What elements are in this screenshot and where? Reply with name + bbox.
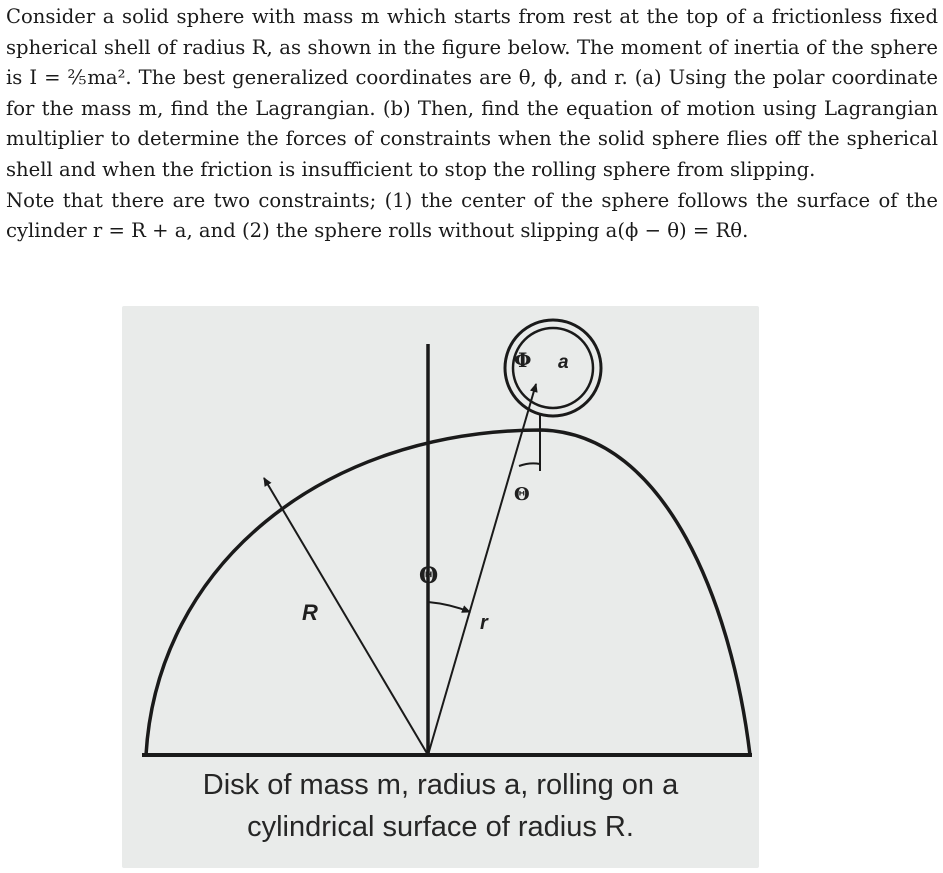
cylinder-arc	[146, 430, 750, 755]
problem-paragraph-1: Consider a solid sphere with mass m which starts from rest at the top of a frictionless fixed spherical shell of radius R, as shown in the figure below. The moment of inertia of the sphere is I = ⅖ma². The best generalized coordinates are θ, ϕ, and r. (a) Using the polar coordinate for the mass m, find the Lagrangian. (b) Then, find the equation of motion using Lagrangian multiplier to determine the forces of constraints when the solid sphere flies off the spherical shell and when the friction is insufficient to stop the rolling sphere from slipping.	[6, 5, 938, 181]
label-a: a	[558, 352, 569, 373]
label-theta-top: Θ	[514, 484, 530, 505]
radius-R-arrow	[264, 478, 428, 755]
label-r: r	[480, 612, 488, 634]
problem-paragraph-2: Note that there are two constraints; (1) the center of the sphere follows the surface of the cylinder r = R + a, and (2) the sphere rolls without slipping a(ϕ − θ) = Rθ.	[6, 188, 938, 243]
problem-text	[6, 2, 938, 247]
caption-line-2: cylindrical surface of radius R.	[247, 811, 634, 843]
label-theta-center: Θ	[419, 563, 439, 589]
figure-photo	[122, 306, 759, 868]
caption-line-1: Disk of mass m, radius a, rolling on a	[202, 769, 679, 801]
theta-arc-top	[519, 463, 540, 466]
label-R: R	[302, 600, 318, 625]
theta-arc-center	[428, 602, 470, 612]
figure-caption	[122, 764, 759, 848]
label-phi: Φ	[514, 348, 532, 372]
